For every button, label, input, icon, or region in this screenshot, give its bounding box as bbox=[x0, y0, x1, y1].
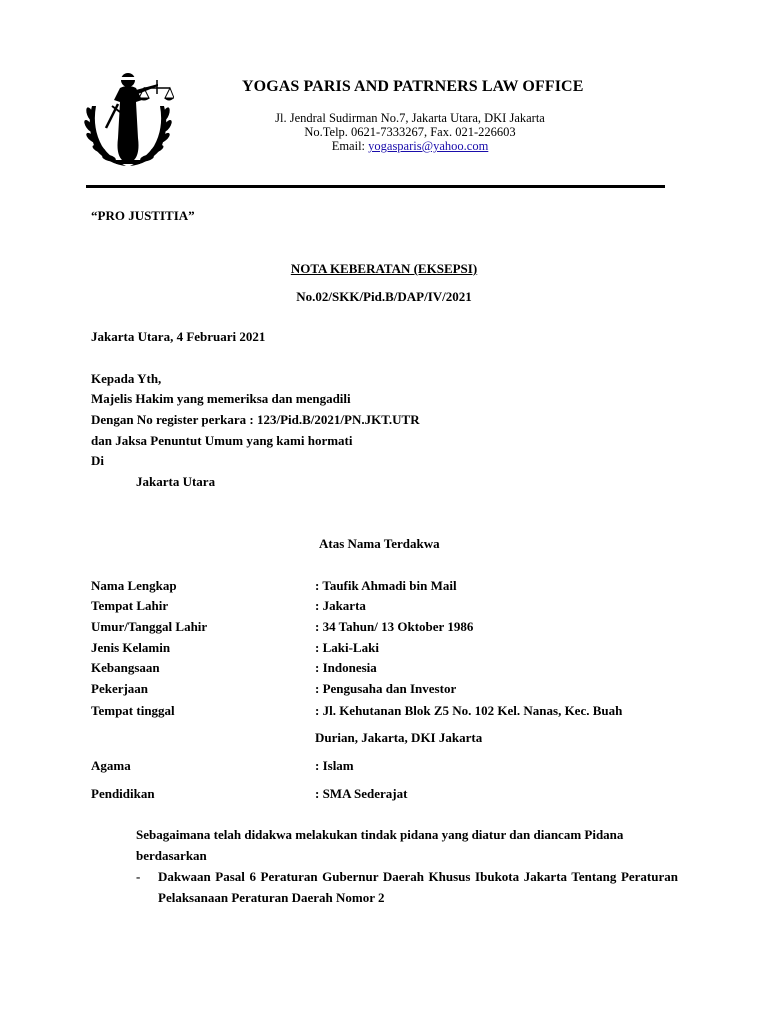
pro-justitia-heading: “PRO JUSTITIA” bbox=[91, 208, 195, 223]
defendant-label: Agama bbox=[91, 758, 131, 773]
document-title-text: NOTA KEBERATAN (EKSEPSI) bbox=[290, 261, 478, 276]
defendant-label: Umur/Tanggal Lahir bbox=[91, 619, 208, 634]
recipient-line-4: dan Jaksa Penuntut Umum yang kami hormati bbox=[91, 433, 353, 448]
document-number: No.02/SKK/Pid.B/DAP/IV/2021 bbox=[296, 289, 472, 304]
defendant-value: : 34 Tahun/ 13 Oktober 1986 bbox=[315, 619, 474, 634]
defendant-label: Kebangsaan bbox=[91, 660, 160, 675]
recipient-line-3: Dengan No register perkara : 123/Pid.B/2021/PN.JKT.UTR bbox=[91, 412, 420, 427]
defendant-label: Pekerjaan bbox=[91, 681, 149, 696]
defendant-label: Jenis Kelamin bbox=[91, 640, 171, 655]
defendant-value: : Laki-Laki bbox=[315, 640, 379, 655]
defendant-label: Nama Lengkap bbox=[91, 578, 177, 593]
charge-text: Dakwaan Pasal 6 Peraturan Gubernur Daerah Khusus Ibukota Jakarta Tentang Peraturan Pelaksanaan Peraturan Daerah Nomor 2 bbox=[158, 869, 678, 905]
email-label: Email: bbox=[331, 139, 366, 153]
body-paragraph: Sebagaimana telah didakwa melakukan tindak pidana yang diatur dan diancam Pidana berdasarkan bbox=[136, 827, 624, 863]
defendant-label: Pendidikan bbox=[91, 786, 155, 801]
recipient-line-1: Kepada Yth, bbox=[91, 371, 162, 386]
recipient-line-2: Majelis Hakim yang memeriksa dan mengadili bbox=[91, 391, 351, 406]
document-title bbox=[0, 261, 768, 277]
address-line: Jl. Jendral Sudirman No.7, Jakarta Utara, DKI Jakarta bbox=[275, 111, 545, 125]
defendant-label: Tempat Lahir bbox=[91, 598, 169, 613]
email-line bbox=[0, 139, 768, 154]
charge-dash: - bbox=[136, 869, 141, 884]
defendant-label: Tempat tinggal bbox=[91, 703, 175, 718]
defendant-value-continuation: Durian, Jakarta, DKI Jakarta bbox=[315, 730, 483, 745]
defendant-value: : Jl. Kehutanan Blok Z5 No. 102 Kel. Nanas, Kec. Buah bbox=[315, 703, 623, 718]
recipient-line-6: Jakarta Utara bbox=[136, 474, 216, 489]
defendant-value: : Taufik Ahmadi bin Mail bbox=[315, 578, 457, 593]
place-date: Jakarta Utara, 4 Februari 2021 bbox=[91, 329, 266, 344]
defendant-value: : SMA Sederajat bbox=[315, 786, 408, 801]
letterhead-divider bbox=[86, 185, 665, 188]
defendant-value: : Islam bbox=[315, 758, 354, 773]
defendant-value: : Indonesia bbox=[315, 660, 377, 675]
email-link[interactable]: yogasparis@yahoo.com bbox=[368, 139, 489, 153]
charge-item bbox=[136, 866, 678, 908]
phone-line: No.Telp. 0621-7333267, Fax. 021-226603 bbox=[304, 125, 516, 139]
section-heading: Atas Nama Terdakwa bbox=[319, 536, 440, 551]
firm-name: YOGAS PARIS AND PATRNERS LAW OFFICE bbox=[242, 78, 584, 95]
defendant-value: : Jakarta bbox=[315, 598, 366, 613]
recipient-line-5: Di bbox=[91, 453, 104, 468]
defendant-value: : Pengusaha dan Investor bbox=[315, 681, 457, 696]
